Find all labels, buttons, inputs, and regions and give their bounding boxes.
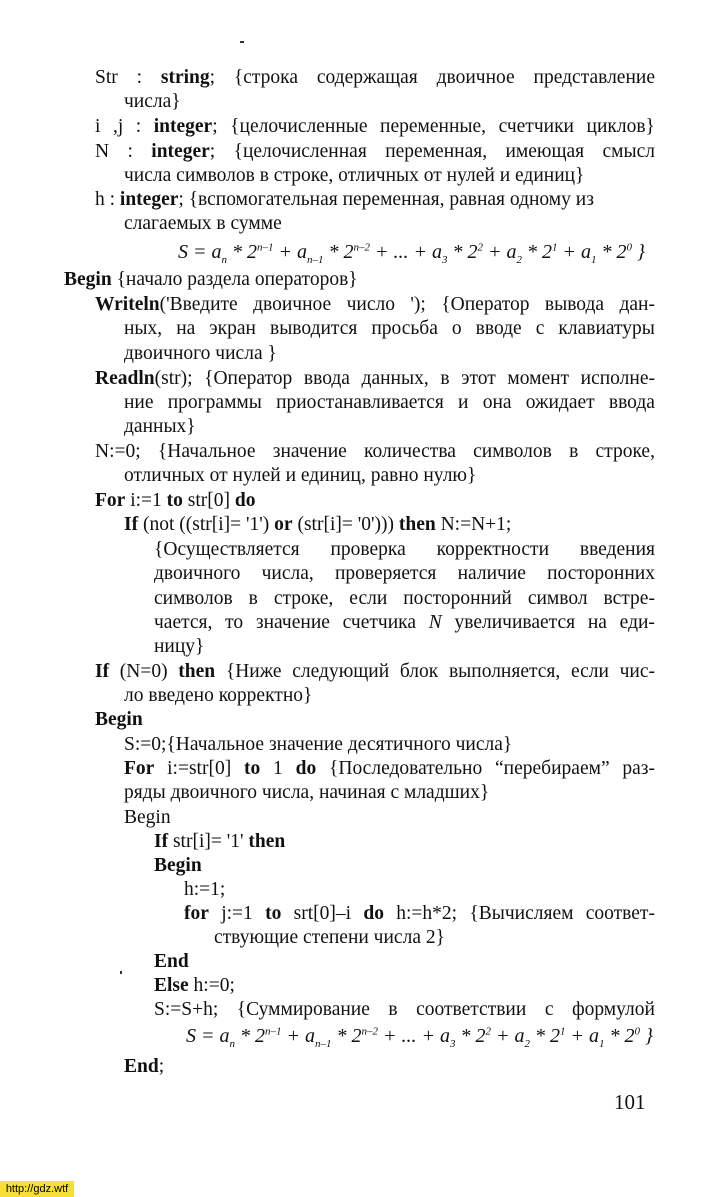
- text-line: Writeln('Введите двоичное число '); {Оператор вывода дан-: [95, 294, 655, 315]
- text-line: данных}: [124, 416, 196, 437]
- print-speck: [240, 41, 244, 43]
- text-line: отличных от нулей и единиц, равно нулю}: [124, 465, 477, 486]
- text-line: End: [154, 951, 189, 972]
- text-line: ло введено корректно}: [124, 685, 313, 706]
- text-line: N : integer; {целочисленная переменная, имеющая смысл: [95, 141, 655, 162]
- print-speck: [120, 971, 122, 974]
- text-line: S:=S+h; {Суммирование в соответствии с формулой: [154, 999, 655, 1020]
- text-line: If str[i]= '1' then: [154, 831, 286, 852]
- text-line: ных, на экран выводится просьба о вводе с клавиатуры: [124, 318, 655, 339]
- text-line: i ,j : integer; {целочисленные переменные, счетчики циклов}: [95, 116, 655, 137]
- text-line: ние программы приостанавливается и она ожидает ввода: [124, 392, 655, 413]
- text-line: ряды двоичного числа, начиная с младших}: [124, 782, 490, 803]
- text-line: For i:=str[0] to 1 do {Последовательно “перебираем” раз-: [124, 758, 655, 779]
- text-line: двоичного числа, проверяется наличие посторонних: [154, 563, 655, 584]
- text-line: чается, то значение счетчика N увеличивается на еди-: [154, 612, 655, 633]
- text-line: {Осуществляется проверка корректности введения: [154, 539, 655, 560]
- text-line: Readln(str); {Оператор ввода данных, в этот момент исполне-: [95, 368, 655, 389]
- text-line: ствующие степени числа 2}: [214, 927, 445, 948]
- formula-line: $S = a_n * 2^{n-1} + a_{n-1} * 2^{n-2}$ + ... + $a_3 * 2^2 + a_2 * 2^1 + a_1 * 2^0$ }: [178, 241, 645, 266]
- text-line: Begin: [154, 855, 202, 876]
- text-line: Begin: [124, 807, 171, 828]
- text-line: числа}: [124, 91, 181, 112]
- page-number: 101: [614, 1090, 646, 1114]
- text-line: числа символов в строке, отличных от нулей и единиц}: [124, 165, 585, 186]
- text-line: двоичного числа }: [124, 343, 277, 364]
- text-line: слагаемых в сумме: [124, 213, 282, 234]
- text-line: For i:=1 to str[0] do: [95, 490, 256, 511]
- text-line: h : integer; {вспомогательная переменная, равная одному из: [95, 189, 594, 210]
- formula-line: $S = a_n * 2^{n-1} + a_{n-1} * 2^{n-2}$ + ... + $a_3 * 2^2 + a_2 * 2^1 + a_1 * 2^0$ }: [186, 1025, 653, 1050]
- text-line: Begin {начало раздела операторов}: [64, 269, 358, 290]
- text-line: End;: [124, 1056, 165, 1077]
- text-line: If (N=0) then {Ниже следующий блок выполняется, если чис-: [95, 661, 655, 682]
- watermark: http://gdz.wtf: [0, 1181, 74, 1197]
- text-line: h:=1;: [184, 879, 226, 900]
- text-line: S:=0;{Начальное значение десятичного числа}: [124, 734, 513, 755]
- text-line: for j:=1 to srt[0]–i do h:=h*2; {Вычисляем соответ-: [184, 903, 655, 924]
- text-line: символов в строке, если посторонний символ встре-: [154, 588, 655, 609]
- text-line: Begin: [95, 709, 143, 730]
- text-line: Else h:=0;: [154, 975, 235, 996]
- text-line: If (not ((str[i]= '1') or (str[i]= '0'))) then N:=N+1;: [124, 514, 512, 535]
- text-line: N:=0; {Начальное значение количества символов в строке,: [95, 441, 655, 462]
- text-line: Str : string; {строка содержащая двоичное представление: [95, 67, 655, 88]
- text-line: ницу}: [154, 636, 205, 657]
